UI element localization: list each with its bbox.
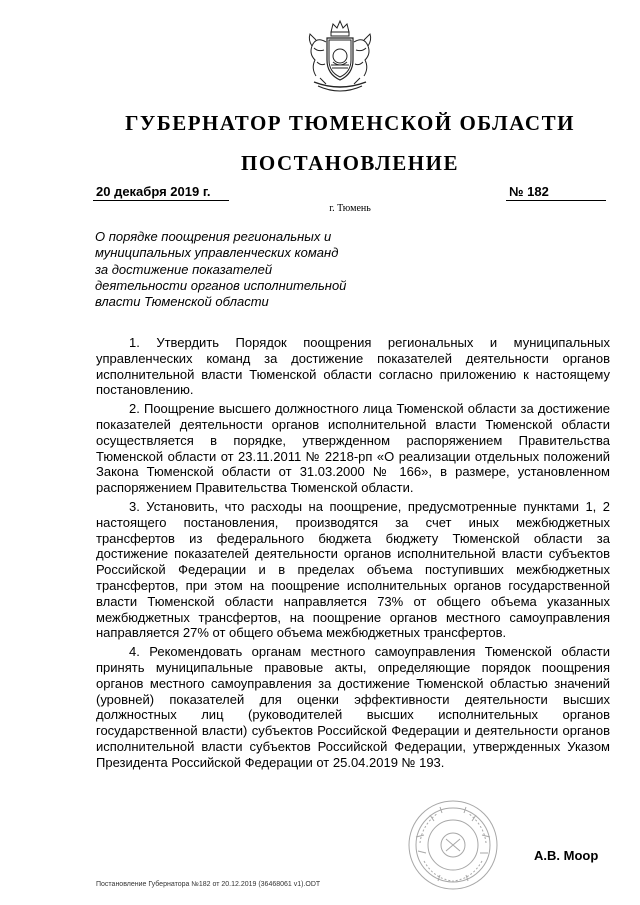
governor-title: ГУБЕРНАТОР ТЮМЕНСКОЙ ОБЛАСТИ [125,111,575,135]
document-number: № 182 [509,184,549,199]
signer-name: А.В. Моор [534,848,599,863]
subject-line: власти Тюменской области [95,294,269,310]
document-date: 20 декабря 2019 г. [96,184,211,199]
subject-line: муниципальных управленческих команд [95,245,339,261]
document-type-heading: ПОСТАНОВЛЕНИЕ [241,151,459,175]
subject-line: деятельности органов исполнительной [95,277,347,293]
body-paragraph-2: 2. Поощрение высшего должностного лица Тюменской области за достижение показателей деятельности органов исполнительной власти Тюменской области осуществляется в порядке, утвержденном распоряжением Правительства Тюменской области от 23.11.2011 № 2218-рп «О реализации отдельных положений Закона Тюменской области от 31.03.2000 № 166», в размере, установленном распоряжением Правительства Тюменской области. [96,401,610,496]
official-seal-stamp [394,795,512,891]
document-subject [95,229,385,310]
document-city: г. Тюмень [329,203,371,214]
document-footer: Постановление Губернатора №182 от 20.12.2019 (36468061 v1).ODT [96,881,321,888]
body-paragraph-3: 3. Установить, что расходы на поощрение, предусмотренные пунктами 1, 2 настоящего постановления, производятся за счет иных межбюджетных трансфертов из федерального бюджета бюджету Тюменской области за достижение показателей деятельности органов исполнительной власти субъектов Российской Федерации и в пределах объема поступивших межбюджетных трансфертов, при этом на поощрение исполнительных органов государственной власти Тюменской области направляется 73% от общего объема указанных межбюджетных трансфертов, на поощрение органов местного самоуправления направляется 27% от общего объема межбюджетных трансфертов. [96,498,610,641]
document-body [96,335,610,774]
number-underline [506,200,606,201]
body-paragraph-1: 1. Утвердить Порядок поощрения региональных и муниципальных управленческих команд за достижение показателей деятельности органов исполнительной власти Тюменской области согласно приложению к настоящему постановлению. [96,335,610,398]
body-paragraph-4: 4. Рекомендовать органам местного самоуправления Тюменской области принять муниципальные правовые акты, определяющие порядок поощрения органов местного самоуправления за достижение Тюменской областью значений (уровней) показателей для оценки эффективности деятельности высших должностных лиц (руководителей высших исполнительных органов государственной власти) субъектов Российской Федерации и деятельности органов исполнительной власти субъектов Российской Федерации, утвержденных Указом Президента Российской Федерации от 25.04.2019 № 193. [96,644,610,770]
subject-line: за достижение показателей [95,261,273,277]
tyumen-coat-of-arms-icon [300,18,380,102]
date-underline [93,200,229,201]
subject-line: О порядке поощрения региональных и [95,229,332,244]
